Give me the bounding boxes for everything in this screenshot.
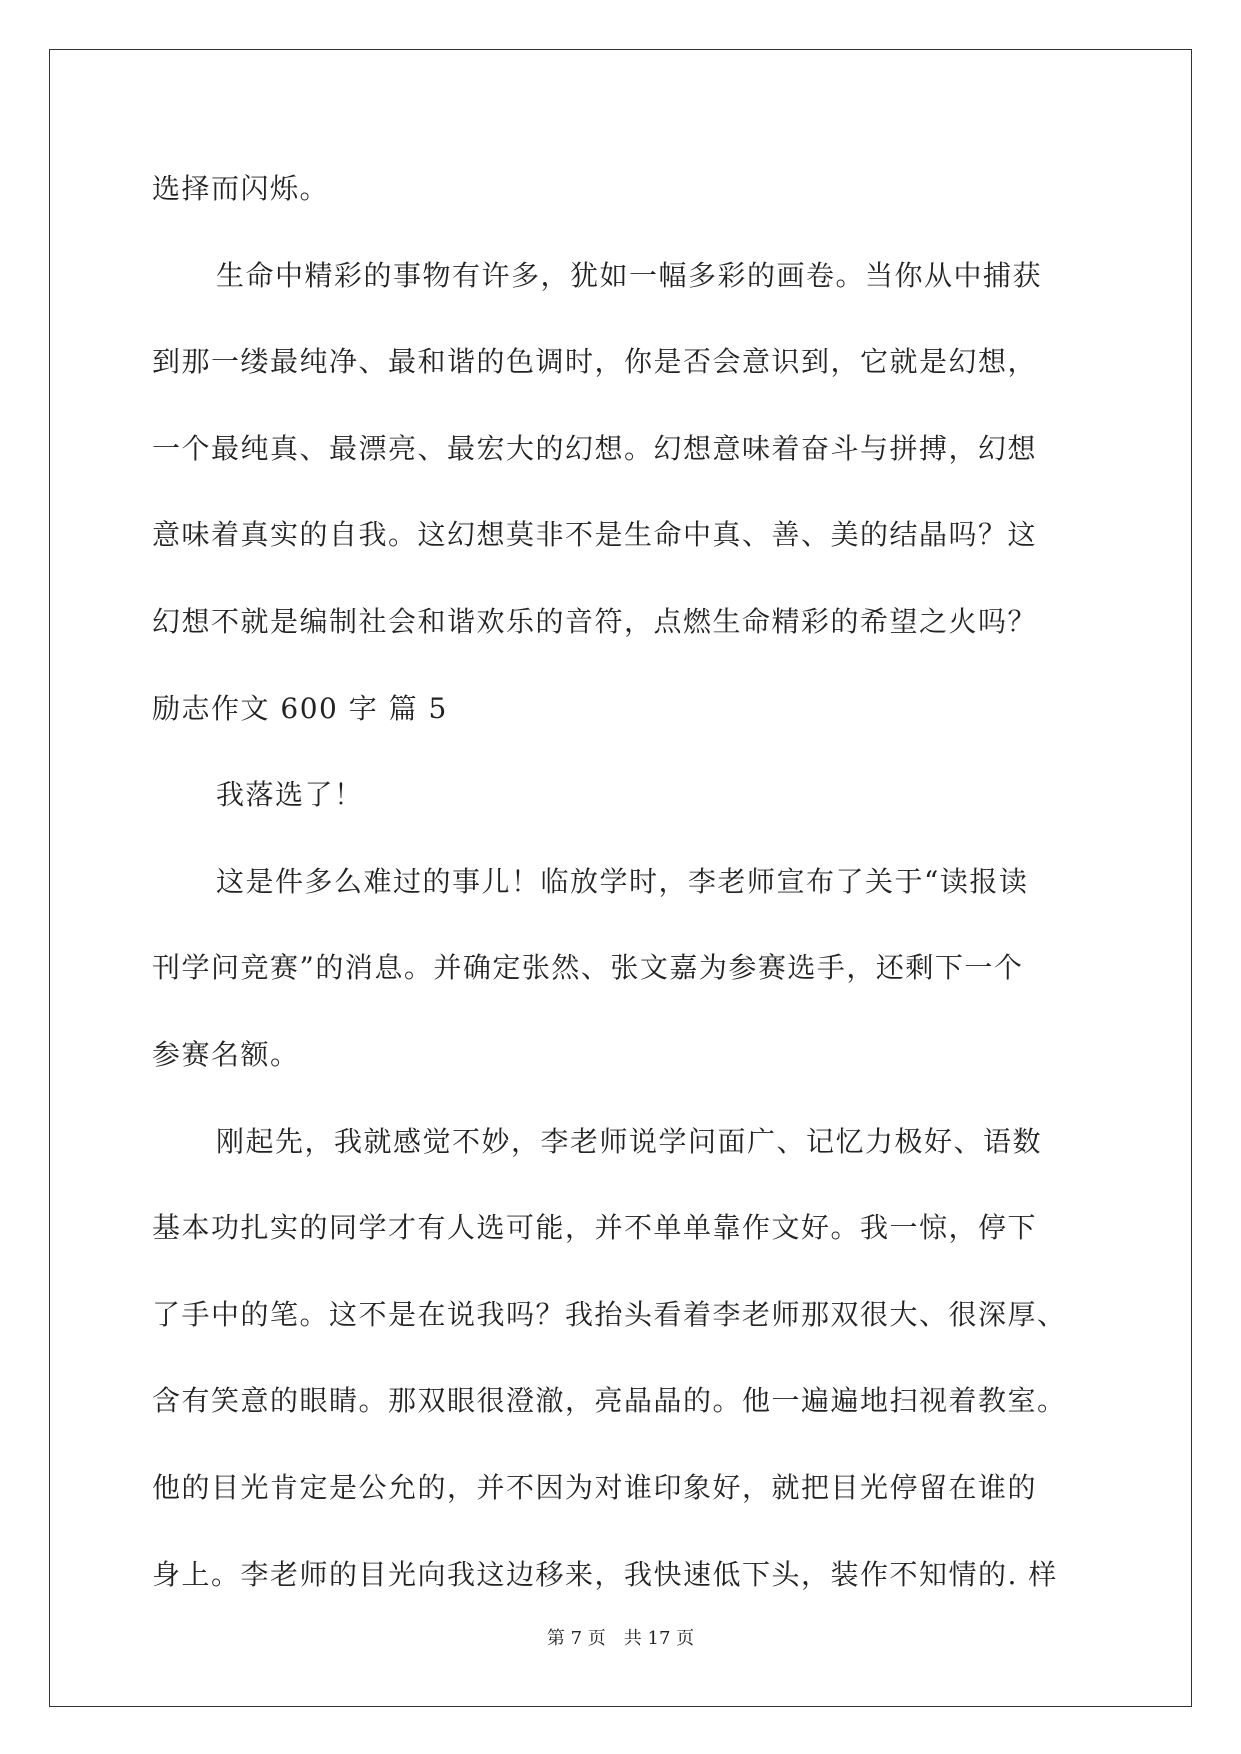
text-line: 参赛名额。 (152, 1037, 300, 1071)
text-line: 意味着真实的自我。这幻想莫非不是生命中真、善、美的结晶吗？这 (152, 518, 1038, 552)
text-line: 刚起先，我就感觉不妙，李老师说学问面广、记忆力极好、语数 (216, 1124, 1043, 1158)
text-line: 我落选了！ (216, 778, 364, 812)
section-heading: 励志作文 600 字 篇 5 (152, 691, 448, 725)
text-line: 了手中的笔。这不是在说我吗？我抬头看着李老师那双很大、很深厚、 (152, 1297, 1067, 1331)
text-line: 选择而闪烁。 (152, 172, 330, 205)
text-line: 一个最纯真、最漂亮、最宏大的幻想。幻想意味着奋斗与拼搏，幻想 (152, 431, 1038, 465)
text-line: 这是件多么难过的事儿！临放学时，李老师宣布了关于“读报读 (216, 864, 1029, 898)
text-line: 刊学问竞赛”的消息。并确定张然、张文嘉为参赛选手，还剩下一个 (152, 951, 1024, 985)
text-line: 到那一缕最纯净、最和谐的色调时，你是否会意识到，它就是幻想， (152, 345, 1038, 379)
text-line: 他的目光肯定是公允的，并不因为对谁印象好，就把目光停留在谁的 (152, 1470, 1038, 1504)
text-line: 幻想不就是编制社会和谐欢乐的音符，点燃生命精彩的希望之火吗？ (152, 604, 1038, 638)
text-line: 含有笑意的眼睛。那双眼很澄澈，亮晶晶的。他一遍遍地扫视着教室。 (152, 1384, 1067, 1418)
text-line: 基本功扎实的同学才有人选可能，并不单单靠作文好。我一惊，停下 (152, 1211, 1038, 1245)
text-line: 身上。李老师的目光向我这边移来，我快速低下头，装作不知情的. 样 (152, 1557, 1058, 1591)
page-number-footer: 第 7 页 共 17 页 (546, 1628, 695, 1649)
document-body (152, 166, 1092, 1638)
text-line: 生命中精彩的事物有许多，犹如一幅多彩的画卷。当你从中捕获 (216, 258, 1043, 292)
